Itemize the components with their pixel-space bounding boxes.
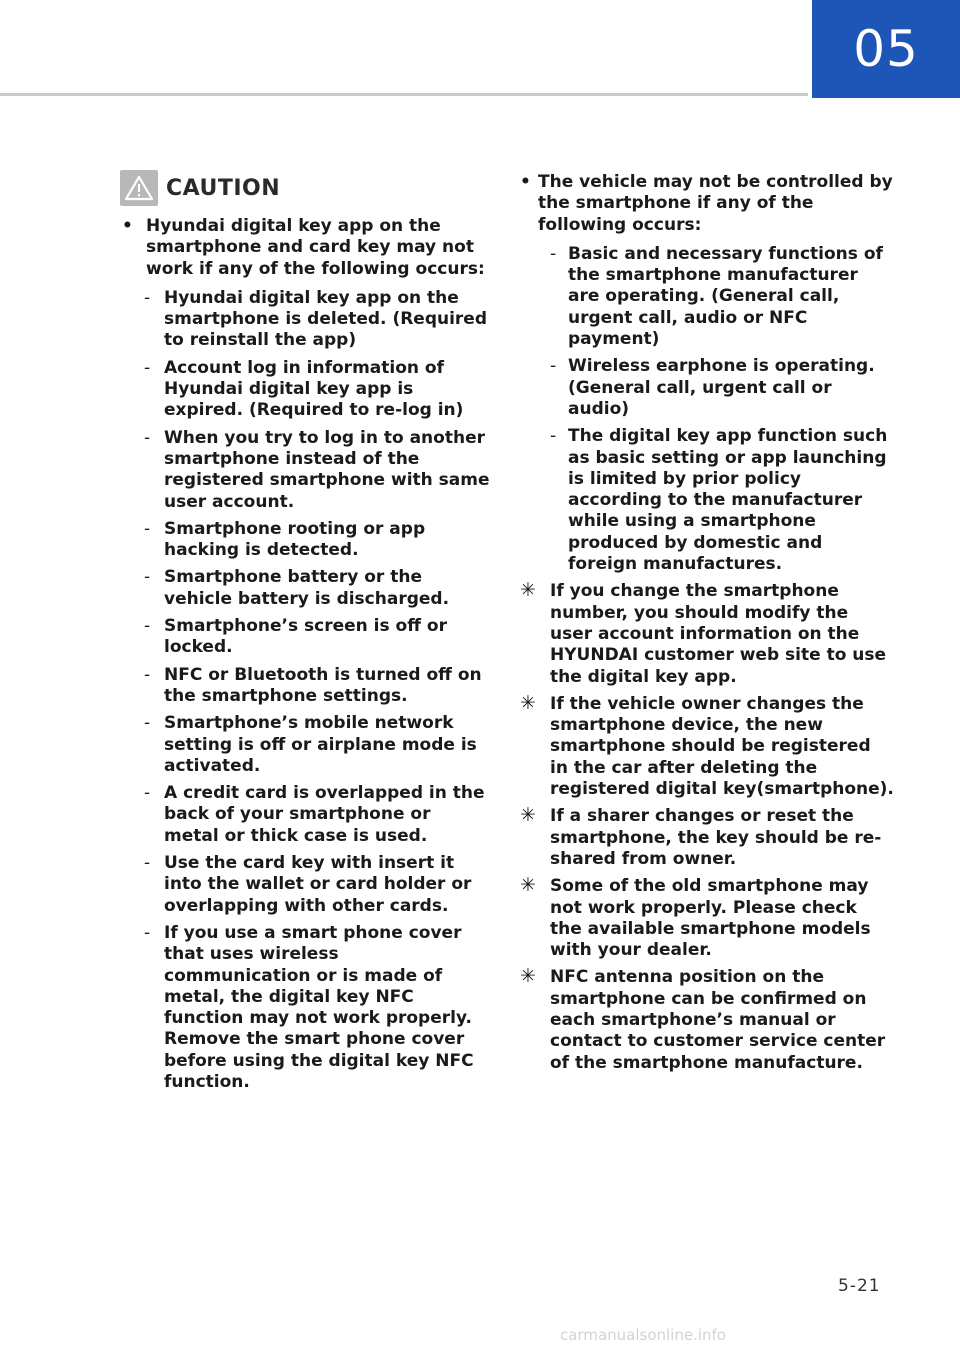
vehicle-control-item: - Wireless earphone is operating. (General call, urgent call or audio): [550, 356, 875, 419]
vehicle-control-intro: The vehicle may not be controlled by the smartphone if any of the following occurs:: [538, 172, 893, 235]
note-item: ✳ Some of the old smartphone may not work properly. Please check the available smartphone models with your dealer.: [520, 874, 871, 961]
caution-title: CAUTION: [166, 175, 281, 201]
chapter-tab: [812, 0, 960, 98]
caution-item: - Use the card key with insert it into the wallet or card holder or overlapping with other cards.: [144, 853, 472, 916]
caution-item: - Account log in information of Hyundai digital key app is expired. (Required to re-log in): [144, 357, 464, 421]
bullet-marker: •: [122, 216, 133, 236]
note-item: ✳ If a sharer changes or reset the smartphone, the key should be re-shared from owner.: [520, 804, 882, 869]
warning-triangle-icon: [120, 170, 158, 206]
chapter-number: 05: [853, 20, 919, 78]
asterisk-note-icon: ✳: [520, 874, 536, 897]
caution-header: [120, 170, 490, 206]
caution-item: - Smartphone rooting or app hacking is detected.: [144, 518, 426, 561]
bullet-marker: •: [520, 172, 531, 192]
header-rule: [0, 93, 808, 96]
asterisk-note-icon: ✳: [520, 965, 536, 988]
caution-item: - Smartphone battery or the vehicle battery is discharged.: [144, 567, 450, 609]
caution-intro-item: [120, 216, 490, 280]
caution-item: - When you try to log in to another smartphone instead of the registered smartphone with same user account.: [144, 427, 490, 512]
watermark: carmanualsonline.info: [560, 1326, 726, 1344]
vehicle-control-column: [520, 170, 894, 1080]
caution-item: - NFC or Bluetooth is turned off on the smartphone settings.: [144, 664, 482, 706]
vehicle-control-intro-item: [520, 172, 894, 236]
vehicle-control-item: - The digital key app function such as basic setting or app launching is limited by prior policy according to the manufacturer while using a smartphone produced by domestic and foreign manufactures.: [550, 426, 888, 575]
note-item: ✳ If the vehicle owner changes the smartphone device, the new smartphone should be registered in the car after deleting the registered digital key(smartphone).: [520, 691, 894, 800]
page-number: 5-21: [838, 1276, 881, 1296]
note-item: ✳ If you change the smartphone number, you should modify the user account information on the HYUNDAI customer web site to use the digital key app.: [520, 579, 887, 687]
asterisk-note-icon: ✳: [520, 691, 536, 714]
vehicle-control-item: - Basic and necessary functions of the smartphone manufacturer are operating. (General call, urgent call, audio or NFC payment): [550, 243, 883, 350]
caution-item: - A credit card is overlapped in the back of your smartphone or metal or thick case is used.: [144, 783, 485, 846]
caution-item: - Smartphone’s mobile network setting is off or airplane mode is activated.: [144, 713, 477, 776]
caution-column: [120, 170, 490, 1099]
note-item: ✳ NFC antenna position on the smartphone can be confirmed on each smartphone’s manual or contact to customer service center of the smartphone manufacture.: [520, 965, 886, 1073]
asterisk-note-icon: ✳: [520, 579, 536, 602]
caution-intro: Hyundai digital key app on the smartphone and card key may not work if any of the following occurs:: [146, 216, 485, 279]
caution-item: - Hyundai digital key app on the smartphone is deleted. (Required to reinstall the app): [144, 287, 488, 351]
asterisk-note-icon: ✳: [520, 804, 536, 827]
caution-item: - Smartphone’s screen is off or locked.: [144, 616, 447, 658]
caution-item: - If you use a smart phone cover that uses wireless communication or is made of metal, the digital key NFC function may not work properly. Remove the smart phone cover before using the digital key NFC function.: [144, 922, 474, 1092]
